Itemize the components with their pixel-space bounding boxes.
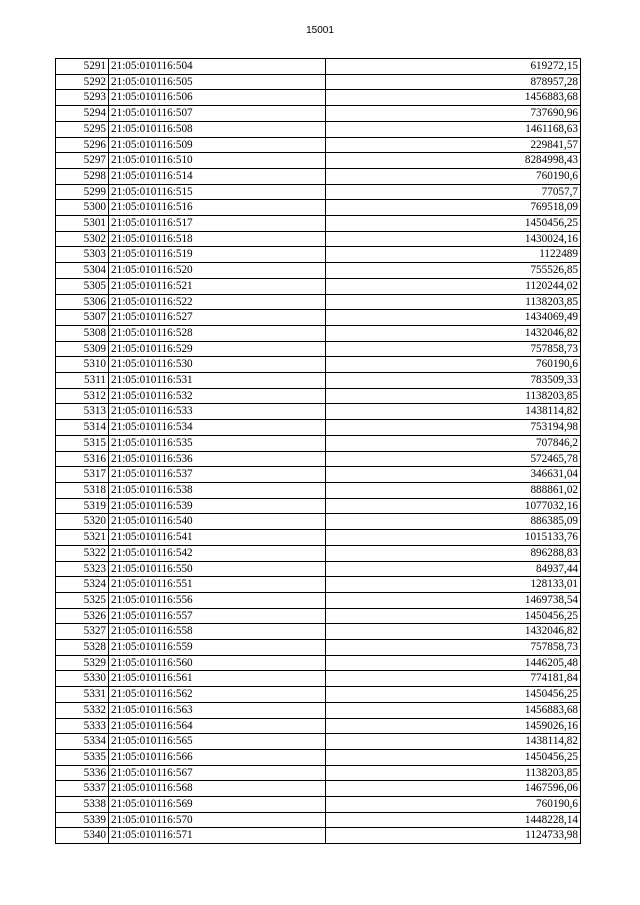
table-row: [56, 294, 581, 310]
cadastral-number-cell: 21:05:010116:542: [109, 545, 326, 561]
table-row: [56, 373, 581, 389]
row-number-cell: 5299: [56, 184, 109, 200]
cadastral-value-cell: 755526,85: [326, 263, 581, 279]
row-number-cell: 5322: [56, 545, 109, 561]
table-row: [56, 435, 581, 451]
cadastral-value-cell: 707846,2: [326, 435, 581, 451]
cadastral-value-cell: 757858,73: [326, 640, 581, 656]
cadastral-value-cell: 1138203,85: [326, 388, 581, 404]
row-number-cell: 5323: [56, 561, 109, 577]
cadastral-number-cell: 21:05:010116:520: [109, 263, 326, 279]
cadastral-number-cell: 21:05:010116:528: [109, 325, 326, 341]
cadastral-number-cell: 21:05:010116:519: [109, 247, 326, 263]
cadastral-number-cell: 21:05:010116:567: [109, 765, 326, 781]
cadastral-value-cell: 1438114,82: [326, 734, 581, 750]
row-number-cell: 5298: [56, 168, 109, 184]
cadastral-value-cell: 774181,84: [326, 671, 581, 687]
table-row: [56, 687, 581, 703]
cadastral-value-cell: 1448228,14: [326, 812, 581, 828]
cadastral-value-cell: 783509,33: [326, 373, 581, 389]
row-number-cell: 5317: [56, 467, 109, 483]
cadastral-number-cell: 21:05:010116:521: [109, 278, 326, 294]
table-row: [56, 749, 581, 765]
table-row: [56, 325, 581, 341]
table-row: [56, 231, 581, 247]
cadastral-number-cell: 21:05:010116:516: [109, 200, 326, 216]
row-number-cell: 5292: [56, 74, 109, 90]
cadastral-value-cell: 619272,15: [326, 59, 581, 75]
cadastral-value-cell: 1432046,82: [326, 624, 581, 640]
cadastral-number-cell: 21:05:010116:561: [109, 671, 326, 687]
cadastral-value-cell: 1450456,25: [326, 687, 581, 703]
cadastral-number-cell: 21:05:010116:557: [109, 608, 326, 624]
row-number-cell: 5319: [56, 498, 109, 514]
cadastral-value-cell: 1432046,82: [326, 325, 581, 341]
cadastral-value-cell: 1450456,25: [326, 608, 581, 624]
row-number-cell: 5339: [56, 812, 109, 828]
row-number-cell: 5305: [56, 278, 109, 294]
cadastral-number-cell: 21:05:010116:568: [109, 781, 326, 797]
row-number-cell: 5306: [56, 294, 109, 310]
cadastral-value-table: [55, 58, 581, 844]
cadastral-number-cell: 21:05:010116:506: [109, 90, 326, 106]
table-row: [56, 168, 581, 184]
cadastral-value-cell: 128133,01: [326, 577, 581, 593]
table-row: [56, 812, 581, 828]
table-row: [56, 247, 581, 263]
cadastral-number-cell: 21:05:010116:551: [109, 577, 326, 593]
cadastral-number-cell: 21:05:010116:534: [109, 420, 326, 436]
cadastral-number-cell: 21:05:010116:509: [109, 137, 326, 153]
cadastral-number-cell: 21:05:010116:533: [109, 404, 326, 420]
table-row: [56, 561, 581, 577]
cadastral-value-cell: 1456883,68: [326, 90, 581, 106]
row-number-cell: 5291: [56, 59, 109, 75]
cadastral-number-cell: 21:05:010116:518: [109, 231, 326, 247]
row-number-cell: 5309: [56, 341, 109, 357]
table-row: [56, 90, 581, 106]
row-number-cell: 5302: [56, 231, 109, 247]
row-number-cell: 5311: [56, 373, 109, 389]
row-number-cell: 5310: [56, 357, 109, 373]
row-number-cell: 5307: [56, 310, 109, 326]
row-number-cell: 5331: [56, 687, 109, 703]
cadastral-number-cell: 21:05:010116:530: [109, 357, 326, 373]
cadastral-value-cell: 886385,09: [326, 514, 581, 530]
row-number-cell: 5313: [56, 404, 109, 420]
cadastral-value-cell: 1461168,63: [326, 121, 581, 137]
cadastral-number-cell: 21:05:010116:510: [109, 153, 326, 169]
cadastral-number-cell: 21:05:010116:522: [109, 294, 326, 310]
row-number-cell: 5337: [56, 781, 109, 797]
row-number-cell: 5329: [56, 655, 109, 671]
cadastral-value-cell: 8284998,43: [326, 153, 581, 169]
row-number-cell: 5334: [56, 734, 109, 750]
cadastral-number-cell: 21:05:010116:570: [109, 812, 326, 828]
cadastral-number-cell: 21:05:010116:505: [109, 74, 326, 90]
cadastral-value-cell: 1467596,06: [326, 781, 581, 797]
row-number-cell: 5336: [56, 765, 109, 781]
row-number-cell: 5303: [56, 247, 109, 263]
table-row: [56, 671, 581, 687]
table-row: [56, 514, 581, 530]
cadastral-number-cell: 21:05:010116:504: [109, 59, 326, 75]
page-number: 15001: [306, 25, 334, 36]
row-number-cell: 5333: [56, 718, 109, 734]
table-row: [56, 184, 581, 200]
row-number-cell: 5325: [56, 592, 109, 608]
row-number-cell: 5297: [56, 153, 109, 169]
cadastral-number-cell: 21:05:010116:527: [109, 310, 326, 326]
cadastral-number-cell: 21:05:010116:535: [109, 435, 326, 451]
cadastral-value-cell: 1138203,85: [326, 765, 581, 781]
cadastral-value-cell: 1450456,25: [326, 749, 581, 765]
cadastral-value-cell: 84937,44: [326, 561, 581, 577]
cadastral-value-cell: 1438114,82: [326, 404, 581, 420]
cadastral-number-cell: 21:05:010116:515: [109, 184, 326, 200]
row-number-cell: 5338: [56, 797, 109, 813]
row-number-cell: 5328: [56, 640, 109, 656]
row-number-cell: 5308: [56, 325, 109, 341]
cadastral-value-cell: 737690,96: [326, 106, 581, 122]
cadastral-value-cell: 1446205,48: [326, 655, 581, 671]
row-number-cell: 5330: [56, 671, 109, 687]
cadastral-number-cell: 21:05:010116:531: [109, 373, 326, 389]
row-number-cell: 5318: [56, 482, 109, 498]
table-row: [56, 216, 581, 232]
cadastral-value-cell: 1459026,16: [326, 718, 581, 734]
cadastral-number-cell: 21:05:010116:562: [109, 687, 326, 703]
table-row: [56, 263, 581, 279]
table-row: [56, 702, 581, 718]
cadastral-value-cell: 346631,04: [326, 467, 581, 483]
table-row: [56, 59, 581, 75]
cadastral-number-cell: 21:05:010116:571: [109, 828, 326, 844]
cadastral-number-cell: 21:05:010116:536: [109, 451, 326, 467]
cadastral-value-cell: 1122489: [326, 247, 581, 263]
table-row: [56, 624, 581, 640]
cadastral-value-cell: 1077032,16: [326, 498, 581, 514]
row-number-cell: 5296: [56, 137, 109, 153]
table-row: [56, 592, 581, 608]
cadastral-value-cell: 1120244,02: [326, 278, 581, 294]
row-number-cell: 5316: [56, 451, 109, 467]
table-row: [56, 545, 581, 561]
row-number-cell: 5315: [56, 435, 109, 451]
cadastral-number-cell: 21:05:010116:541: [109, 530, 326, 546]
row-number-cell: 5320: [56, 514, 109, 530]
cadastral-value-cell: 753194,98: [326, 420, 581, 436]
cadastral-number-cell: 21:05:010116:529: [109, 341, 326, 357]
cadastral-value-cell: 1138203,85: [326, 294, 581, 310]
table-body: [56, 59, 581, 844]
cadastral-value-cell: 1469738,54: [326, 592, 581, 608]
cadastral-number-cell: 21:05:010116:517: [109, 216, 326, 232]
row-number-cell: 5340: [56, 828, 109, 844]
table-row: [56, 781, 581, 797]
cadastral-value-cell: 572465,78: [326, 451, 581, 467]
table-row: [56, 200, 581, 216]
cadastral-value-cell: 760190,6: [326, 168, 581, 184]
table-row: [56, 640, 581, 656]
table-row: [56, 310, 581, 326]
row-number-cell: 5314: [56, 420, 109, 436]
table-row: [56, 451, 581, 467]
table-row: [56, 734, 581, 750]
cadastral-number-cell: 21:05:010116:564: [109, 718, 326, 734]
table-row: [56, 482, 581, 498]
cadastral-value-cell: 769518,09: [326, 200, 581, 216]
table-row: [56, 608, 581, 624]
table-row: [56, 106, 581, 122]
cadastral-number-cell: 21:05:010116:537: [109, 467, 326, 483]
cadastral-number-cell: 21:05:010116:566: [109, 749, 326, 765]
cadastral-value-cell: 1434069,49: [326, 310, 581, 326]
row-number-cell: 5324: [56, 577, 109, 593]
table-row: [56, 137, 581, 153]
cadastral-number-cell: 21:05:010116:560: [109, 655, 326, 671]
cadastral-value-cell: 1456883,68: [326, 702, 581, 718]
cadastral-number-cell: 21:05:010116:559: [109, 640, 326, 656]
table-row: [56, 467, 581, 483]
table-row: [56, 655, 581, 671]
row-number-cell: 5304: [56, 263, 109, 279]
table-row: [56, 530, 581, 546]
row-number-cell: 5312: [56, 388, 109, 404]
row-number-cell: 5326: [56, 608, 109, 624]
cadastral-number-cell: 21:05:010116:532: [109, 388, 326, 404]
table-row: [56, 718, 581, 734]
row-number-cell: 5327: [56, 624, 109, 640]
table-row: [56, 357, 581, 373]
table-row: [56, 420, 581, 436]
cadastral-number-cell: 21:05:010116:538: [109, 482, 326, 498]
cadastral-number-cell: 21:05:010116:508: [109, 121, 326, 137]
cadastral-number-cell: 21:05:010116:514: [109, 168, 326, 184]
table-row: [56, 404, 581, 420]
table-row: [56, 278, 581, 294]
cadastral-value-cell: 229841,57: [326, 137, 581, 153]
row-number-cell: 5295: [56, 121, 109, 137]
row-number-cell: 5332: [56, 702, 109, 718]
table-row: [56, 498, 581, 514]
table-row: [56, 797, 581, 813]
cadastral-number-cell: 21:05:010116:558: [109, 624, 326, 640]
row-number-cell: 5293: [56, 90, 109, 106]
cadastral-value-cell: 1015133,76: [326, 530, 581, 546]
table-row: [56, 388, 581, 404]
cadastral-number-cell: 21:05:010116:556: [109, 592, 326, 608]
cadastral-value-cell: 760190,6: [326, 357, 581, 373]
cadastral-value-cell: 760190,6: [326, 797, 581, 813]
table-row: [56, 341, 581, 357]
row-number-cell: 5321: [56, 530, 109, 546]
cadastral-number-cell: 21:05:010116:563: [109, 702, 326, 718]
cadastral-value-cell: 757858,73: [326, 341, 581, 357]
cadastral-value-cell: 888861,02: [326, 482, 581, 498]
row-number-cell: 5300: [56, 200, 109, 216]
cadastral-value-cell: 896288,83: [326, 545, 581, 561]
table-row: [56, 828, 581, 844]
cadastral-number-cell: 21:05:010116:540: [109, 514, 326, 530]
row-number-cell: 5335: [56, 749, 109, 765]
cadastral-value-cell: 1450456,25: [326, 216, 581, 232]
table-row: [56, 121, 581, 137]
row-number-cell: 5301: [56, 216, 109, 232]
cadastral-number-cell: 21:05:010116:507: [109, 106, 326, 122]
cadastral-value-cell: 878957,28: [326, 74, 581, 90]
table-row: [56, 74, 581, 90]
cadastral-value-cell: 77057,7: [326, 184, 581, 200]
table-row: [56, 577, 581, 593]
cadastral-number-cell: 21:05:010116:565: [109, 734, 326, 750]
table-row: [56, 765, 581, 781]
table-row: [56, 153, 581, 169]
cadastral-number-cell: 21:05:010116:569: [109, 797, 326, 813]
row-number-cell: 5294: [56, 106, 109, 122]
cadastral-value-cell: 1124733,98: [326, 828, 581, 844]
cadastral-value-cell: 1430024,16: [326, 231, 581, 247]
cadastral-number-cell: 21:05:010116:539: [109, 498, 326, 514]
cadastral-number-cell: 21:05:010116:550: [109, 561, 326, 577]
